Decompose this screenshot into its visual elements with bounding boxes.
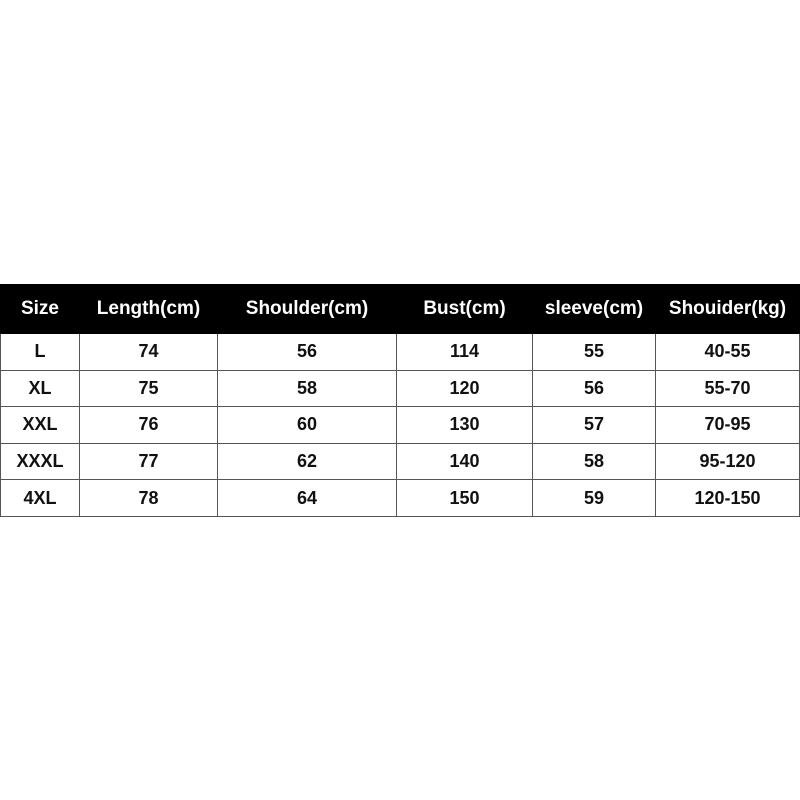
cell-bust: 120	[397, 370, 533, 407]
cell-length: 78	[80, 480, 218, 517]
cell-shoulder: 64	[218, 480, 397, 517]
cell-shoulder: 60	[218, 407, 397, 444]
cell-size: 4XL	[1, 480, 80, 517]
header-weight: Shouider(kg)	[656, 285, 800, 334]
cell-sleeve: 57	[533, 407, 656, 444]
cell-weight: 55-70	[656, 370, 800, 407]
cell-shoulder: 58	[218, 370, 397, 407]
header-length: Length(cm)	[80, 285, 218, 334]
cell-size: L	[1, 334, 80, 371]
cell-bust: 130	[397, 407, 533, 444]
size-chart-table	[0, 284, 800, 517]
table-row	[1, 480, 800, 517]
cell-sleeve: 56	[533, 370, 656, 407]
cell-shoulder: 62	[218, 443, 397, 480]
cell-length: 75	[80, 370, 218, 407]
cell-weight: 70-95	[656, 407, 800, 444]
cell-weight: 120-150	[656, 480, 800, 517]
cell-weight: 40-55	[656, 334, 800, 371]
header-sleeve: sleeve(cm)	[533, 285, 656, 334]
cell-length: 77	[80, 443, 218, 480]
cell-shoulder: 56	[218, 334, 397, 371]
cell-size: XL	[1, 370, 80, 407]
header-row	[1, 285, 800, 334]
cell-length: 76	[80, 407, 218, 444]
cell-sleeve: 58	[533, 443, 656, 480]
header-bust: Bust(cm)	[397, 285, 533, 334]
cell-size: XXXL	[1, 443, 80, 480]
cell-bust: 140	[397, 443, 533, 480]
cell-length: 74	[80, 334, 218, 371]
cell-sleeve: 59	[533, 480, 656, 517]
cell-size: XXL	[1, 407, 80, 444]
table-row	[1, 407, 800, 444]
cell-bust: 114	[397, 334, 533, 371]
header-size: Size	[1, 285, 80, 334]
table-row	[1, 334, 800, 371]
header-shoulder: Shoulder(cm)	[218, 285, 397, 334]
table-row	[1, 443, 800, 480]
cell-weight: 95-120	[656, 443, 800, 480]
cell-bust: 150	[397, 480, 533, 517]
cell-sleeve: 55	[533, 334, 656, 371]
table-row	[1, 370, 800, 407]
